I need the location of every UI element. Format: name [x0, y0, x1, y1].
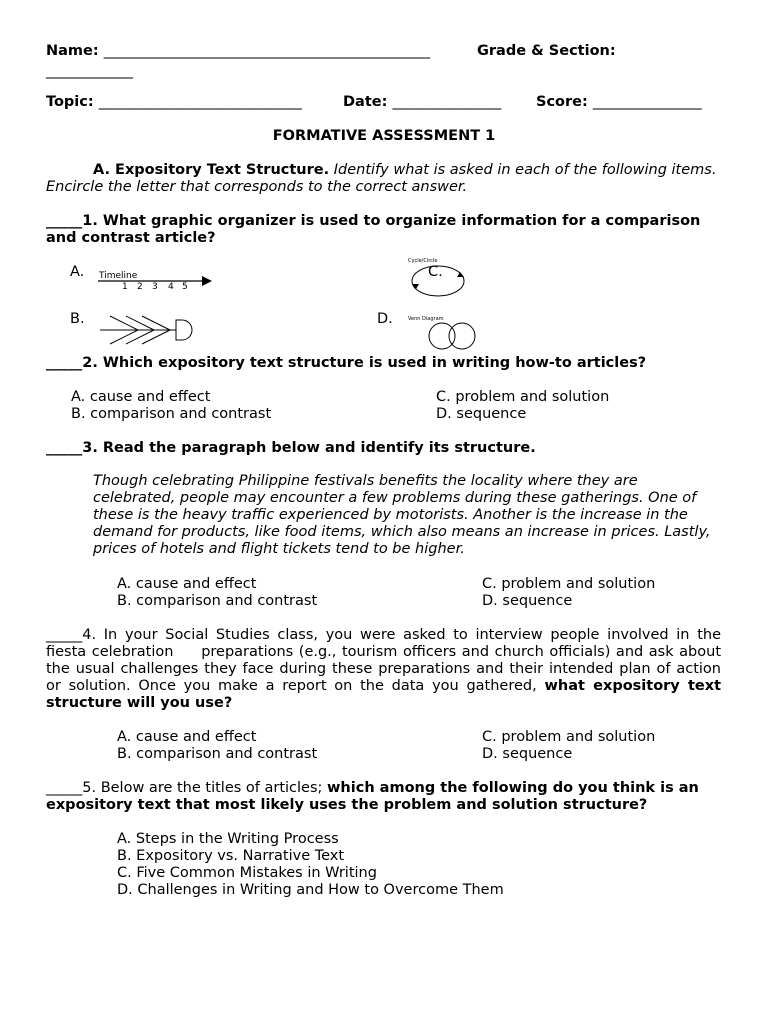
answer-blank-3[interactable]: _____: [46, 440, 83, 456]
section-a-instruction-text: Identify what is asked in each of the following items. Encircle the letter that corresponds to the correct answer.: [46, 162, 717, 195]
fishbone-bone: [110, 316, 138, 330]
q3-option-c[interactable]: C. problem and solution: [482, 576, 656, 592]
q2-option-a[interactable]: A. cause and effect: [71, 389, 211, 405]
topic-label: Topic:: [46, 94, 94, 110]
question-3-text: 3. Read the paragraph below and identify its structure.: [82, 440, 536, 456]
q3-option-d[interactable]: D. sequence: [482, 593, 573, 609]
section-a-heading: A. Expository Text Structure.: [93, 162, 330, 178]
question-2-text: 2. Which expository text structure is used in writing how-to articles?: [82, 355, 647, 371]
question-5-bold-text: which among the following do you think is an expository text that most likely uses the problem and solution structure?: [46, 780, 699, 813]
fishbone-bone: [110, 330, 138, 344]
name-blank[interactable]: _____________________________________________: [103, 43, 430, 59]
answer-blank-4[interactable]: _____: [46, 627, 83, 643]
venn-circle-right: [449, 323, 475, 349]
q1-option-c-letter[interactable]: C.: [428, 264, 443, 280]
grade-section-blank[interactable]: ____________: [46, 63, 133, 79]
q5-option-b[interactable]: B. Expository vs. Narrative Text: [117, 848, 345, 864]
name-field: [46, 43, 430, 60]
fishbone-bone: [126, 330, 154, 344]
timeline-tick-1: 1: [122, 282, 128, 290]
date-blank[interactable]: _______________: [392, 94, 502, 110]
score-blank[interactable]: _______________: [592, 94, 702, 110]
score-label: Score:: [536, 94, 588, 110]
q3-option-b[interactable]: B. comparison and contrast: [117, 593, 318, 609]
question-5-text: 5. Below are the titles of articles;: [82, 780, 323, 796]
fishbone-bone: [126, 316, 154, 330]
cycle-label: Cycle/Circle: [408, 258, 438, 264]
venn-diagram: [404, 312, 484, 352]
fishbone-bone: [142, 330, 170, 344]
answer-blank-2[interactable]: _____: [46, 355, 83, 371]
answer-blank-1[interactable]: _____: [46, 213, 83, 229]
q4-option-a[interactable]: A. cause and effect: [117, 729, 257, 745]
venn-label: Venn Diagram: [408, 316, 444, 322]
question-2: [46, 355, 721, 372]
cycle-arrow-2: [412, 284, 419, 289]
question-4-text: 4. In your Social Studies class, you were asked to interview people involved in the fiesta celebration preparations (e.g., tourism officers and church officials) and ask about the usual challenges they face during these preparations and their intended plan of action or solution. Once you make a report on the data you gathered,: [46, 627, 721, 694]
name-label: Name:: [46, 43, 99, 59]
question-1: [46, 213, 721, 247]
q5-option-a[interactable]: A. Steps in the Writing Process: [117, 831, 339, 847]
date-label: Date:: [343, 94, 388, 110]
question-4: [46, 627, 721, 712]
q1-option-d-letter[interactable]: D.: [377, 311, 393, 327]
timeline-tick-3: 3: [152, 282, 158, 290]
q5-option-d[interactable]: D. Challenges in Writing and How to Overcome Them: [117, 882, 504, 898]
timeline-tick-2: 2: [137, 282, 143, 290]
q4-option-c[interactable]: C. problem and solution: [482, 729, 656, 745]
date-field: [343, 94, 501, 111]
q5-option-c[interactable]: C. Five Common Mistakes in Writing: [117, 865, 377, 881]
fishbone-bone: [142, 316, 170, 330]
q3-passage: Though celebrating Philippine festivals benefits the locality where they are celebrated, people may encounter a few problems during these gatherings. One of these is the heavy traffic experienced by motorists. Another is the increase in the demand for products, like food items, which also means an increase in prices. Lastly, prices of hotels and flight tickets tend to be higher.: [93, 473, 711, 557]
question-1-text: 1. What graphic organizer is used to organize information for a comparison and contrast article?: [46, 213, 701, 246]
venn-circle-left: [429, 323, 455, 349]
q1-option-a-letter[interactable]: A.: [70, 264, 85, 280]
score-field: [536, 94, 702, 111]
q4-option-b[interactable]: B. comparison and contrast: [117, 746, 318, 762]
q2-option-d[interactable]: D. sequence: [436, 406, 527, 422]
section-a-instructions: [46, 162, 721, 196]
topic-field: [46, 94, 302, 111]
cycle-arrow-1: [457, 272, 464, 277]
q1-option-b-letter[interactable]: B.: [70, 311, 85, 327]
topic-blank[interactable]: ____________________________: [98, 94, 302, 110]
question-3: [46, 440, 721, 457]
q2-option-c[interactable]: C. problem and solution: [436, 389, 610, 405]
timeline-tick-4: 4: [168, 282, 174, 290]
page-title: FORMATIVE ASSESSMENT 1: [272, 128, 496, 144]
grade-section-label: Grade & Section:: [477, 43, 616, 59]
question-4-bold-text: what expository text structure will you use?: [46, 678, 721, 711]
fishbone-diagram: [98, 312, 198, 348]
q4-option-d[interactable]: D. sequence: [482, 746, 573, 762]
q2-option-b[interactable]: B. comparison and contrast: [71, 406, 272, 422]
question-5: [46, 780, 721, 814]
fishbone-head: [176, 320, 192, 340]
timeline-diagram: [96, 266, 216, 290]
q3-option-a[interactable]: A. cause and effect: [117, 576, 257, 592]
timeline-tick-5: 5: [182, 282, 188, 290]
answer-blank-5[interactable]: _____: [46, 780, 83, 796]
timeline-arrowhead: [202, 276, 212, 286]
timeline-label: Timeline: [99, 271, 138, 281]
